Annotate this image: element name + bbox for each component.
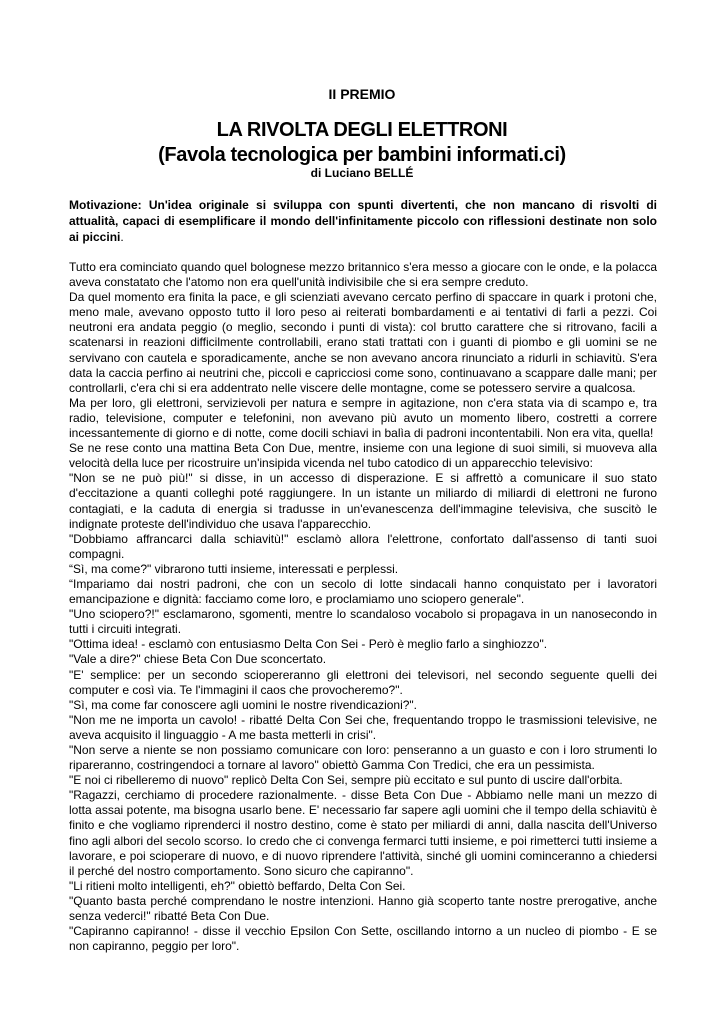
story-paragraph: "Non me ne importa un cavolo! - ribatté Delta Con Sei che, frequentando troppo le trasmissioni televisive, ne aveva acquisito il linguaggio - A me basta metterli in crisi". <box>69 712 657 742</box>
story-paragraph: "Li ritieni molto intelligenti, eh?" obiettò beffardo, Delta Con Sei. <box>69 878 406 893</box>
story-paragraph: "Dobbiamo affrancarci dalla schiavitù!" esclamò allora l'elettrone, confortato dall'assenso di tanti suoi compagni. <box>69 531 657 561</box>
story-paragraph: "Ragazzi, cerchiamo di procedere razionalmente. - disse Beta Con Due - Abbiamo nelle mani un mezzo di lotta assai potente, ma bisogna usarlo bene. E' necessario far sapere agli uomini che il tempo della schiavitù è finito e che vogliamo riprenderci il nostro destino, come è stato per miliardi di anni, dalla nascita dell'Universo fino agli albori del secolo scorso. Io credo che ci convenga fermarci tutti insieme, e poi rimetterci tutti insieme a lavorare, e poi scioperare di nuovo, e di nuovo riprendere l'attività, sinché gli uomini cominceranno a chiedersi il perché del nostro comportamento. Sono sicuro che capiranno". <box>69 788 657 878</box>
story-paragraph: "Non se ne può più!" si disse, in un accesso di disperazione. E si affrettò a comunicare il suo stato d'eccitazione a quanti colleghi poté raggiungere. In un istante un miliardo di miliardi di elettroni ne furono contagiati, e la caduta di energia si tradusse in un'evanescenza dell'immagine televisiva, che suscitò le indignate proteste dell'individuo che usava l'apparecchio. <box>69 471 657 531</box>
story-paragraph: "E' semplice: per un secondo sciopereranno gli elettroni dei televisori, nel secondo seguente quelli dei computer e così via. Te l'immagini il caos che provocheremo?". <box>69 667 657 697</box>
story-paragraph: "Ottima idea! - esclamò con entusiasmo Delta Con Sei - Però è meglio farlo a singhiozzo". <box>69 637 548 652</box>
story-body <box>69 260 657 954</box>
story-paragraph: Tutto era cominciato quando quel bolognese mezzo britannico s'era messo a giocare con le onde, e la polacca aveva constatato che l'atomo non era quell'unità indivisibile che si era sempre creduto. <box>69 260 657 290</box>
story-paragraph: "Non serve a niente se non possiamo comunicare con loro: penseranno a un guasto e con i loro strumenti lo ripareranno, costringendoci a tornare al lavoro" obiettò Gamma Con Tredici, che era un pessimista. <box>69 743 657 773</box>
story-paragraph: "Capiranno capiranno! - disse il vecchio Epsilon Con Sette, oscillando intorno a un nucleo di piombo - E se non capiranno, peggio per loro". <box>69 924 657 954</box>
story-title <box>0 118 724 168</box>
story-paragraph: "Uno sciopero?!" esclamarono, sgomenti, mentre lo scandaloso vocabolo si propagava in un nanosecondo in tutti i circuiti integrati. <box>69 607 657 637</box>
title-line-2: (Favola tecnologica per bambini informati.ci) <box>158 144 566 166</box>
story-paragraph: Se ne rese conto una mattina Beta Con Due, mentre, insieme con una legione di suoi simili, si muoveva alla velocità della luce per ricostruire un'insipida vicenda nel tubo catodico di un apparecchio televisivo: <box>69 441 657 471</box>
prize-heading: II PREMIO <box>328 86 396 102</box>
title-line-1: LA RIVOLTA DEGLI ELETTRONI <box>216 119 508 141</box>
author-byline: di Luciano BELLÉ <box>310 166 414 180</box>
story-paragraph: "Vale a dire?" chiese Beta Con Due sconcertato. <box>69 652 327 667</box>
story-paragraph: "Quanto basta perché comprendano le nostre intenzioni. Hanno già scoperto tante nostre prerogative, anche senza vederci!" ribatté Beta Con Due. <box>69 893 657 924</box>
story-paragraph: Ma per loro, gli elettroni, servizievoli per natura e sempre in agitazione, non c'era stata via di scampo e, tra radio, televisione, computer e telefonini, non avevano più avuto un momento libero, costretti a correre incessantemente di giorno e di notte, come docili schiavi in balìa di padroni incontentabili. Non era vita, quella! <box>69 395 657 441</box>
motivation-text: Motivazione: Un'idea originale si sviluppa con spunti divertenti, che non mancano di risvolti di attualità, capaci di esemplificare il mondo dell'infinitamente piccolo con riflessioni destinate non solo ai piccini <box>69 198 657 244</box>
story-paragraph: Da quel momento era finita la pace, e gli scienziati avevano cercato perfino di spaccare in quark i protoni che, meno male, avevano opposto tutto il loro peso ai reiterati bombardamenti e ai tentativi di farli a pezzi. Coi neutroni era andata peggio (o meglio, secondo i punti di vista): col brutto carattere che si ritrovano, facili a scatenarsi in reazioni difficilmente controllabili, erano stati trattati con i guanti di piombo e gli uomini se ne servivano con cautela e sporadicamente, anche se non avevano ancora rinunciato a ridurli in schiavitù. S'era data la caccia perfino ai neutrini che, piccoli e capricciosi come sono, continuavano a scappare dalle mani; per controllarli, c'era chi si era addentrato nelle viscere delle montagne, come se potessero servire a qualcosa. <box>69 290 657 395</box>
motivation-end: . <box>120 230 124 244</box>
motivation-paragraph <box>69 197 657 245</box>
story-paragraph: “Sì, ma come?" vibrarono tutti insieme, interessati e perplessi. <box>69 561 399 576</box>
story-paragraph: "Sì, ma come far conoscere agli uomini le nostre rivendicazioni?". <box>69 697 418 712</box>
story-paragraph: "E noi ci ribelleremo di nuovo" replicò Delta Con Sei, sempre più eccitato e sul punto di uscire dall'orbita. <box>69 773 623 788</box>
story-paragraph: “Impariamo dai nostri padroni, che con un secolo di lotte sindacali hanno conquistato per i lavoratori emancipazione e dignità: facciamo come loro, e proclamiamo uno sciopero generale". <box>69 576 657 607</box>
